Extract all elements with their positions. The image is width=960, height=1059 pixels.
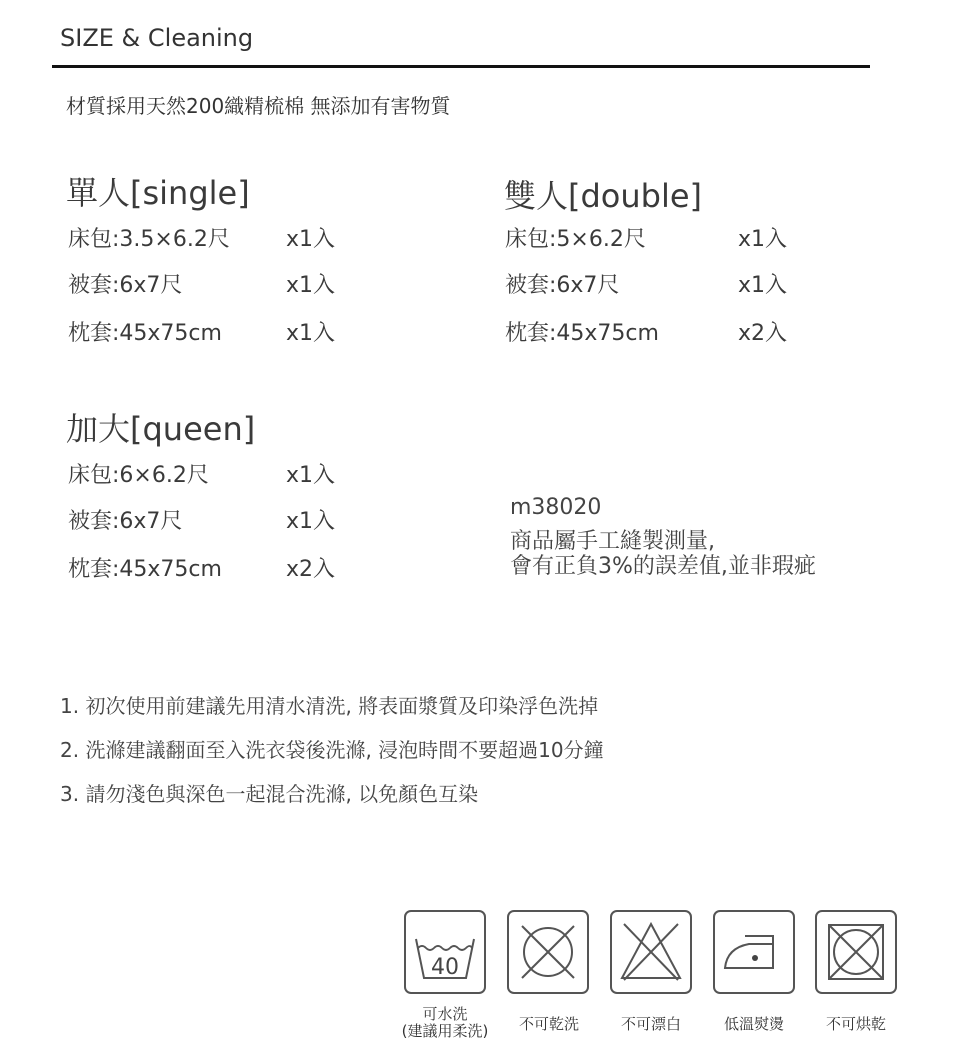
product-code: m38020 bbox=[510, 495, 602, 520]
measurement-note-line1: 商品屬手工縫製測量, bbox=[510, 529, 715, 554]
double-fitted-sheet-qty: x1入 bbox=[738, 227, 788, 252]
double-pillowcase-qty: x2入 bbox=[738, 321, 788, 346]
page-title: SIZE & Cleaning bbox=[60, 24, 254, 52]
no-tumble-dry-icon bbox=[815, 910, 897, 994]
wash-temperature: 40 bbox=[431, 955, 459, 980]
measurement-note-line2: 會有正負3%的誤差值,並非瑕疵 bbox=[510, 554, 816, 579]
title-divider bbox=[52, 65, 870, 68]
single-duvet-qty: x1入 bbox=[286, 273, 336, 298]
queen-fitted-sheet-label: 床包:6×6.2尺 bbox=[68, 463, 209, 488]
no-tumble-dry-label: 不可烘乾 bbox=[825, 1015, 886, 1033]
queen-pillowcase-qty: x2入 bbox=[286, 557, 336, 582]
instruction-1: 1. 初次使用前建議先用清水清洗, 將表面漿質及印染浮色洗掉 bbox=[60, 694, 599, 718]
hand-wash-icon bbox=[404, 910, 486, 994]
double-duvet-label: 被套:6x7尺 bbox=[505, 273, 620, 298]
double-pillowcase-label: 枕套:45x75cm bbox=[505, 321, 659, 346]
hand-wash-label-line1: 可水洗 bbox=[422, 1005, 468, 1023]
queen-duvet-qty: x1入 bbox=[286, 509, 336, 534]
double-duvet-qty: x1入 bbox=[738, 273, 788, 298]
low-iron-label: 低溫熨燙 bbox=[723, 1015, 784, 1033]
no-dry-clean-icon bbox=[507, 910, 589, 994]
single-duvet-label: 被套:6x7尺 bbox=[68, 273, 183, 298]
queen-heading: 加大[queen] bbox=[66, 410, 256, 448]
instruction-2: 2. 洗滌建議翻面至入洗衣袋後洗滌, 浸泡時間不要超過10分鐘 bbox=[60, 738, 604, 762]
double-heading: 雙人[double] bbox=[504, 177, 703, 215]
no-dry-clean-label: 不可乾洗 bbox=[518, 1015, 579, 1033]
low-iron-icon bbox=[713, 910, 795, 994]
queen-duvet-label: 被套:6x7尺 bbox=[68, 509, 183, 534]
single-pillowcase-label: 枕套:45x75cm bbox=[68, 321, 222, 346]
no-bleach-label: 不可漂白 bbox=[620, 1015, 681, 1033]
queen-pillowcase-label: 枕套:45x75cm bbox=[68, 557, 222, 582]
single-heading: 單人[single] bbox=[66, 174, 250, 212]
double-fitted-sheet-label: 床包:5×6.2尺 bbox=[505, 227, 646, 252]
instruction-3: 3. 請勿淺色與深色一起混合洗滌, 以免顏色互染 bbox=[60, 782, 479, 806]
single-pillowcase-qty: x1入 bbox=[286, 321, 336, 346]
queen-fitted-sheet-qty: x1入 bbox=[286, 463, 336, 488]
no-bleach-icon bbox=[610, 910, 692, 994]
single-fitted-sheet-qty: x1入 bbox=[286, 227, 336, 252]
hand-wash-label-line2: (建議用柔洗) bbox=[401, 1022, 489, 1040]
single-fitted-sheet-label: 床包:3.5×6.2尺 bbox=[68, 227, 230, 252]
material-description: 材質採用天然200織精梳棉 無添加有害物質 bbox=[66, 94, 451, 118]
